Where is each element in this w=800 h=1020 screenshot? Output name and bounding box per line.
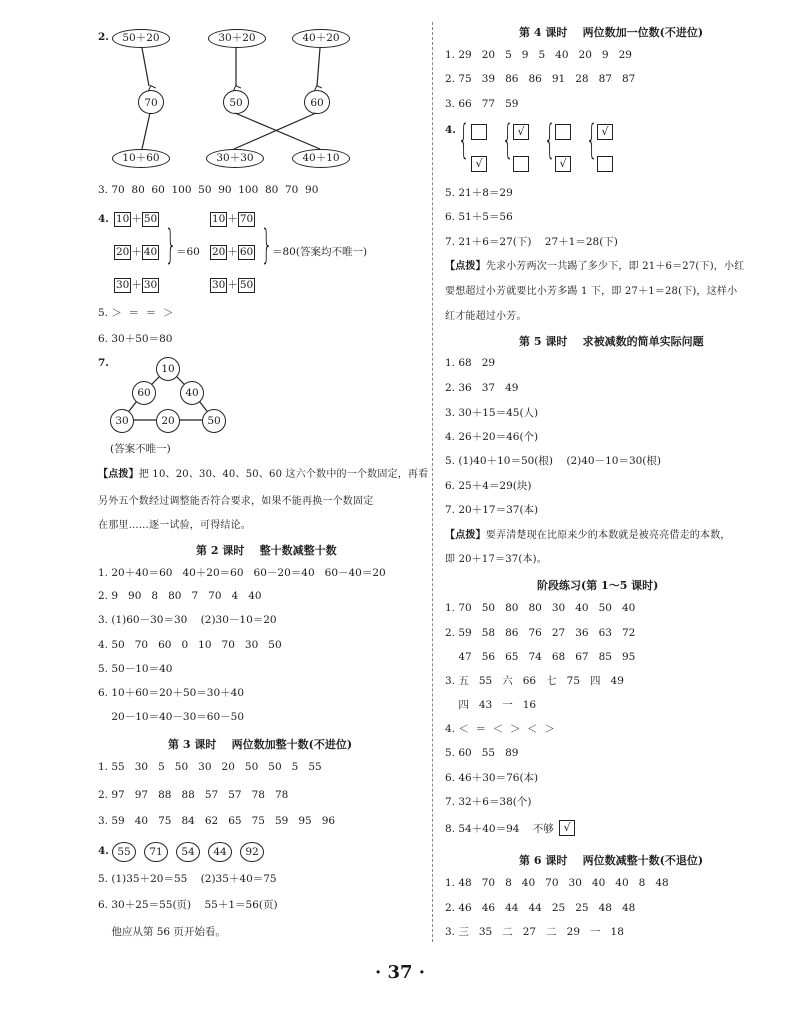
l3-q5: 5. (1)35＋20＝55 (2)35＋40＝75 (98, 873, 277, 885)
lesson5-title: 第 5 课时 求被减数的简单实际问题 (519, 335, 704, 348)
l4-q6: 6. 51＋5＝56 (445, 211, 513, 223)
q4-right-row-3: 30 ＋ 50 (212, 279, 254, 291)
l3-q6-cont: 他应从第 56 页开始看。 (98, 926, 226, 938)
tip1-line-3: 在那里……逐一试验，可得结论。 (98, 520, 251, 531)
l3-q4-circle-5: 92 (240, 842, 264, 862)
lesson6-title: 第 6 课时 两位数减整十数(不退位) (519, 854, 704, 867)
stage-q2-cont: 47 56 65 74 68 67 85 95 (445, 651, 636, 663)
triangle-node-right-mid: 40 (180, 381, 204, 405)
l2-q3: 3. (1)60－30＝30 (2)30－10＝20 (98, 614, 277, 626)
q4-left-row-1: 10 ＋ 50 (116, 213, 158, 225)
l5-q1: 1. 68 29 (445, 357, 496, 369)
l5-q7: 7. 20＋17＝37(本) (445, 504, 539, 516)
tip2-line-2: 要想超过小芳就要比小芳多踢 1 下，即 27＋1＝28(下)，这样小 (445, 286, 738, 297)
oval-top-1: 50＋20 (112, 29, 170, 48)
q4-left-row-2: 20 ＋ 40 (116, 246, 158, 258)
q5-answer: 5. ＞ ＝ ＝ ＞ (98, 307, 174, 319)
tip2-line-3: 红才能超过小芳。 (445, 311, 527, 322)
l2-q5: 5. 50－10＝40 (98, 663, 173, 675)
triangle-node-bottom-right: 50 (202, 409, 226, 433)
lesson2-title: 第 2 课时 整十数减整十数 (196, 544, 337, 557)
check-box-top-2: √ (513, 124, 529, 140)
l4-q4-brace-2: { (501, 117, 514, 163)
stage-q8-check-box: √ (559, 820, 575, 836)
tip1-line-1: 【点拨】把 10、20、30、40、50、60 这六个数中的一个数固定，再看 (98, 469, 429, 480)
apple-1: 70 (138, 90, 164, 114)
check-box-top-4: √ (597, 124, 613, 140)
l6-q1: 1. 48 70 8 40 70 30 40 40 8 48 (445, 877, 669, 889)
q4-left-result: ＝60 (176, 246, 200, 258)
l6-q2: 2. 46 46 44 44 25 25 48 48 (445, 902, 636, 914)
l4-q3: 3. 66 77 59 (445, 98, 519, 110)
l4-q4-brace-4: { (585, 117, 598, 163)
apple-2: 50 (223, 90, 249, 114)
l4-q4-brace-3: { (543, 117, 556, 163)
stage-q1: 1. 70 50 80 80 30 40 50 40 (445, 602, 636, 614)
triangle-node-left-mid: 60 (132, 381, 156, 405)
q7-number: 7. (98, 357, 109, 369)
q4-left-row-3: 30 ＋ 30 (116, 279, 158, 291)
l4-q4-brace-1: { (457, 117, 470, 163)
q4-right-brace: } (260, 222, 273, 268)
stage-q3-cont: 四 43 一 16 (445, 699, 537, 711)
lesson4-title: 第 4 课时 两位数加一位数(不进位) (519, 26, 704, 39)
l5-q3: 3. 30＋15＝45(人) (445, 407, 539, 419)
tip2-line-1: 【点拨】先求小芳两次一共踢了多少下，即 21＋6＝27(下)，小红 (445, 261, 745, 272)
stage-q4: 4. ＜ ＝ ＜ ＞ ＜ ＞ (445, 723, 555, 735)
q7-note: (答案不唯一) (110, 443, 171, 455)
l3-q4-circle-4: 44 (208, 842, 232, 862)
l3-q2: 2. 97 97 88 88 57 57 78 78 (98, 789, 289, 801)
column-divider (432, 22, 433, 942)
l5-q4: 4. 26＋20＝46(个) (445, 431, 539, 443)
stage-title: 阶段练习(第 1～5 课时) (537, 579, 659, 592)
oval-top-2: 30＋20 (208, 29, 266, 48)
oval-bottom-1: 10＋60 (112, 149, 170, 168)
tip3-line-2: 即 20＋17＝37(本)。 (445, 554, 547, 565)
page-number: · 37 · (374, 962, 426, 983)
l3-q1: 1. 55 30 5 50 30 20 50 50 5 55 (98, 761, 322, 773)
q3-answer: 3. 70 80 60 100 50 90 100 80 70 90 (98, 184, 319, 196)
apple-3: 60 (304, 90, 330, 114)
l4-q1: 1. 29 20 5 9 5 40 20 9 29 (445, 49, 632, 61)
oval-top-3: 40＋20 (292, 29, 350, 48)
l3-q4-circle-3: 54 (176, 842, 200, 862)
check-box-bottom-2 (513, 156, 529, 172)
l5-q6: 6. 25＋4＝29(块) (445, 480, 532, 492)
q4-right-result: ＝80(答案均不唯一) (272, 246, 368, 258)
check-box-bottom-3: √ (555, 156, 571, 172)
stage-q3: 3. 五 55 六 66 七 75 四 49 (445, 675, 624, 687)
q4-number: 4. (98, 213, 109, 225)
l4-q4-number: 4. (445, 124, 456, 136)
q4-right-row-1: 10 ＋ 70 (212, 213, 254, 225)
q4-right-row-2: 20 ＋ 60 (212, 246, 254, 258)
lesson3-title: 第 3 课时 两位数加整十数(不进位) (168, 738, 353, 751)
triangle-node-bottom-left: 30 (110, 409, 134, 433)
check-box-top-3 (555, 124, 571, 140)
l5-q2: 2. 36 37 49 (445, 382, 519, 394)
check-box-top-1 (471, 124, 487, 140)
triangle-node-top: 10 (156, 357, 180, 381)
l2-q6-cont: 20－10＝40－30＝60－50 (98, 711, 245, 723)
l3-q4-number: 4. (98, 845, 109, 857)
l4-q2: 2. 75 39 86 86 91 28 87 87 (445, 73, 636, 85)
stage-q6: 6. 46＋30＝76(本) (445, 772, 539, 784)
l3-q4-circle-2: 71 (144, 842, 168, 862)
l3-q6: 6. 30＋25＝55(页) 55＋1＝56(页) (98, 899, 278, 911)
q2-number: 2. (98, 31, 109, 43)
stage-q8: 8. 54＋40＝94 不够 (445, 823, 554, 835)
stage-q2: 2. 59 58 86 76 27 36 63 72 (445, 627, 636, 639)
matching-lines (98, 0, 428, 200)
l2-q1: 1. 20＋40＝60 40＋20＝60 60－20＝40 60－40＝20 (98, 567, 386, 579)
l5-q5: 5. (1)40＋10＝50(根) (2)40－10＝30(根) (445, 455, 662, 467)
l4-q7: 7. 21＋6＝27(下) 27＋1＝28(下) (445, 236, 618, 248)
q4-left-brace: } (164, 222, 177, 268)
tip3-line-1: 【点拨】要弄清楚现在比原来少的本数就是被亮亮借走的本数， (445, 530, 731, 541)
stage-q5: 5. 60 55 89 (445, 747, 519, 759)
oval-bottom-2: 30＋30 (206, 149, 264, 168)
l4-q5: 5. 21＋8＝29 (445, 187, 513, 199)
oval-bottom-3: 40＋10 (292, 149, 350, 168)
stage-q7: 7. 32＋6＝38(个) (445, 796, 532, 808)
triangle-node-bottom-mid: 20 (156, 409, 180, 433)
check-box-bottom-4 (597, 156, 613, 172)
l2-q2: 2. 9 90 8 80 7 70 4 40 (98, 590, 262, 602)
l6-q3: 3. 三 35 二 27 二 29 一 18 (445, 926, 624, 938)
check-box-bottom-1: √ (471, 156, 487, 172)
l2-q4: 4. 50 70 60 0 10 70 30 50 (98, 639, 282, 651)
tip1-line-2: 另外五个数经过调整能否符合要求，如果不能再换一个数固定 (98, 496, 374, 507)
l3-q4-circle-1: 55 (112, 842, 136, 862)
q6-answer: 6. 30＋50＝80 (98, 333, 173, 345)
l2-q6: 6. 10＋60＝20＋50＝30＋40 (98, 687, 245, 699)
l3-q3: 3. 59 40 75 84 62 65 75 59 95 96 (98, 815, 336, 827)
